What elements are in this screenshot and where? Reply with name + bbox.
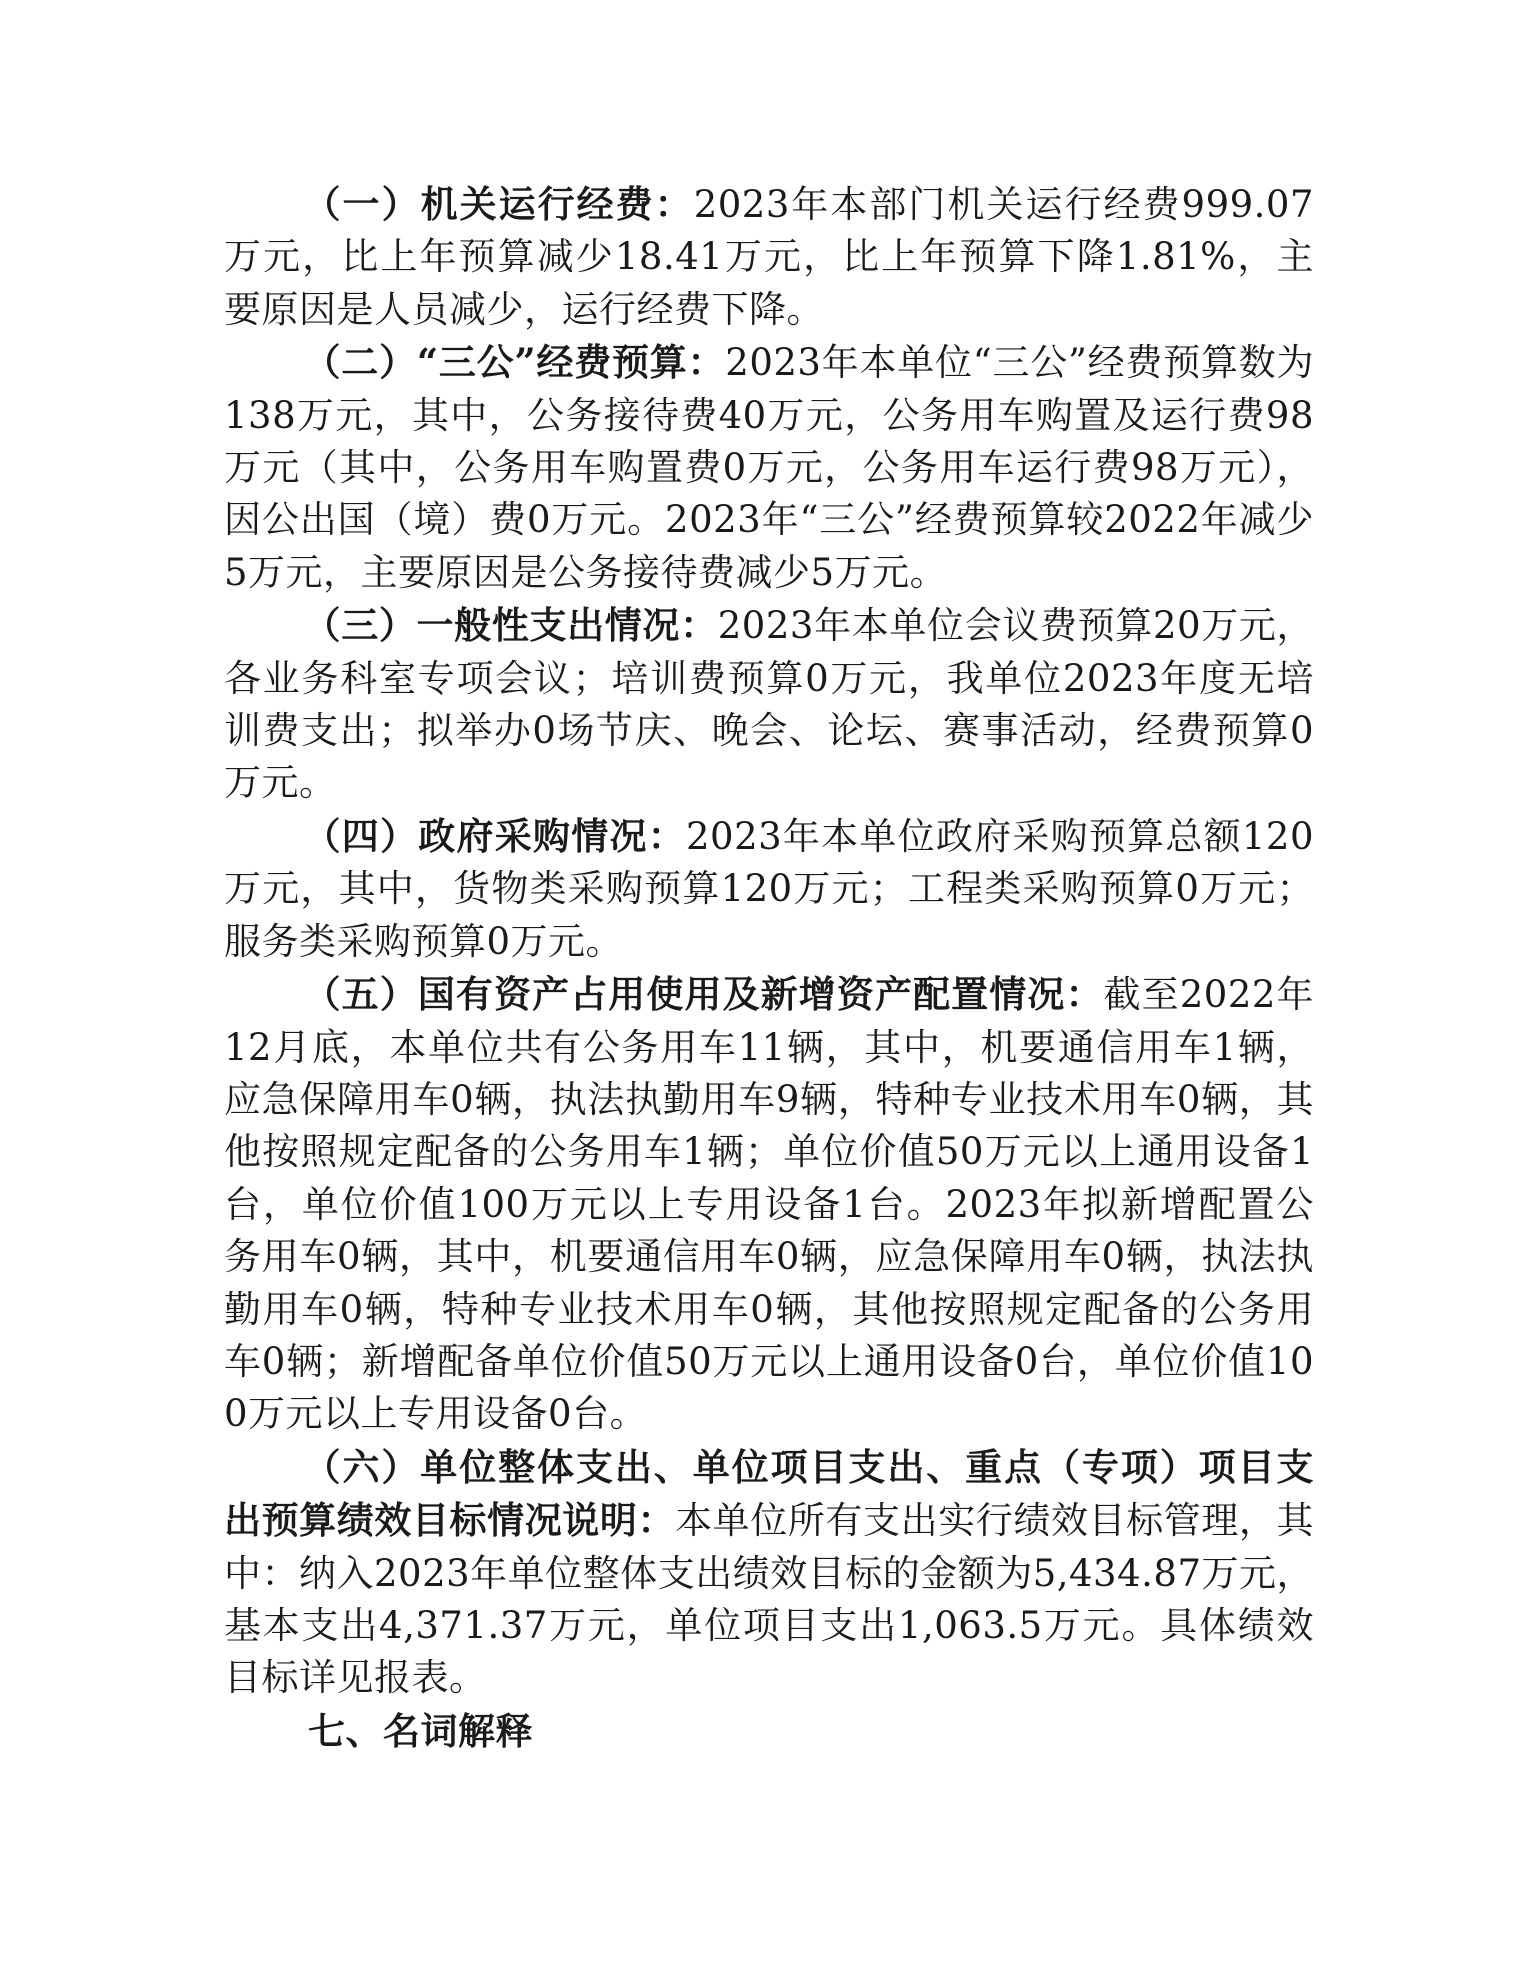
paragraph-heading: （三）一般性支出情况： — [303, 603, 718, 648]
paragraph-performance-targets — [224, 1441, 1314, 1705]
paragraph-text: 2023年本单位会议费预算20万元，各业务科室专项会议；培训费预算0万元，我单位2023年度无培训费支出；拟举办0场节庆、晚会、论坛、赛事活动，经费预算0万元。 — [224, 604, 1314, 805]
paragraph-text: 本单位所有支出实行绩效目标管理，其中：纳入2023年单位整体支出绩效目标的金额为5,434.87万元，基本支出4,371.37万元，单位项目支出1,063.5万元。具体绩效目标详见报表。 — [224, 1499, 1315, 1700]
paragraph-three-public-expenses — [224, 336, 1314, 599]
paragraph-heading: （一）机关运行经费： — [303, 182, 694, 226]
paragraph-text: 截至2022年12月底，本单位共有公务用车11辆，其中，机要通信用车1辆，应急保障用车0辆，执法执勤用车9辆，特种专业技术用车0辆，其他按照规定配备的公务用车1辆；单位价值50万元以上通用设备1台，单位价值100万元以上专用设备1台。2023年拟新增配置公务用车0辆，其中，机要通信用车0辆，应急保障用车0辆，执法执勤用车0辆，特种专业技术用车0辆，其他按照规定配备的公务用车0辆；新增配备单位价值50万元以上通用设备0台，单位价值100万元以上专用设备0台。 — [224, 973, 1314, 1436]
paragraph-operating-expenses — [224, 178, 1314, 336]
section-heading-glossary: 七、名词解释 — [308, 1708, 533, 1753]
paragraph-general-expenditure — [224, 599, 1314, 810]
paragraph-text: 2023年本部门机关运行经费999.07万元，比上年预算减少18.41万元，比上年预算下降1.81%，主要原因是人员减少，运行经费下降。 — [224, 183, 1314, 331]
paragraph-text: 2023年本单位政府采购预算总额120万元，其中，货物类采购预算120万元；工程类采购预算0万元；服务类采购预算0万元。 — [224, 814, 1314, 963]
paragraph-heading: （五）国有资产占用使用及新增资产配置情况： — [303, 972, 1104, 1017]
paragraph-heading: （四）政府采购情况： — [303, 813, 687, 858]
document-body — [224, 178, 1314, 1757]
paragraph-state-assets — [224, 968, 1314, 1441]
paragraph-text: 2023年本单位“三公”经费预算数为138万元，其中，公务接待费40万元，公务用车购置及运行费98万元（其中，公务用车购置费0万元，公务用车运行费98万元），因公出国（境）费0万元。2023年“三公”经费预算较2022年减少5万元，主要原因是公务接待费减少5万元。 — [224, 341, 1314, 594]
paragraph-heading: （二）“三公”经费预算： — [303, 340, 726, 385]
paragraph-heading: （六）单位整体支出、单位项目支出、重点（专项）项目支出预算绩效目标情况说明： — [224, 1444, 1314, 1543]
paragraph-government-procurement — [224, 810, 1314, 968]
